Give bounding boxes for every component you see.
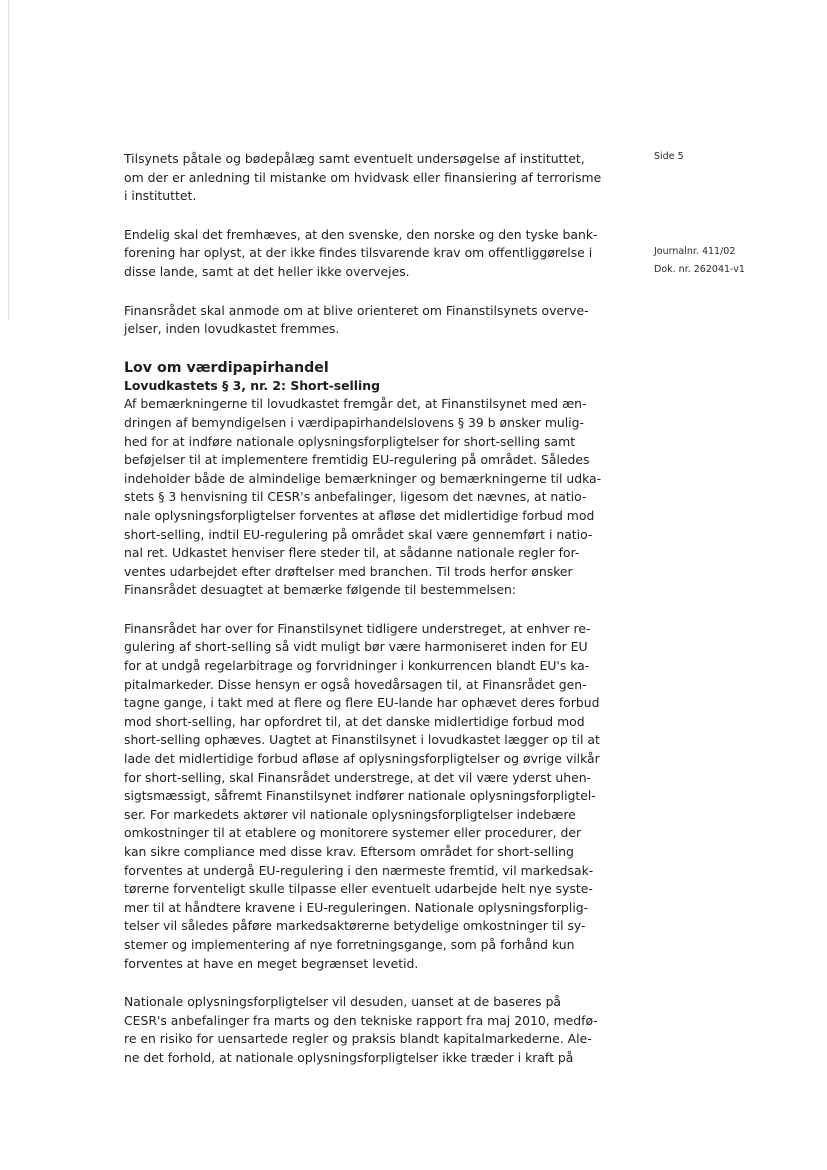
text-line: forventes at have en meget begrænset levetid.	[124, 955, 419, 971]
text-line: forening har oplyst, at der ikke findes tilsvarende krav om offentliggørelse i	[124, 245, 593, 261]
text-line: jelser, inden lovudkastet fremmes.	[124, 321, 340, 337]
text-line: disse lande, samt at det heller ikke overvejes.	[124, 263, 410, 279]
text-line: ne det forhold, at nationale oplysningsforpligtelser ikke træder i kraft på	[124, 1049, 574, 1065]
reference-sidebar	[654, 243, 814, 279]
page-number: Side 5	[654, 151, 684, 162]
text-line: ser. For markedets aktører vil nationale oplysningsforpligtelser indebære	[124, 806, 576, 822]
text-line: tagne gange, i takt med at flere og flere EU-lande har ophævet deres forbud	[124, 695, 600, 711]
paragraph-1	[124, 150, 620, 206]
section-heading: Lov om værdipapirhandel	[124, 359, 329, 376]
text-line: forventes at undergå EU-regulering i den nærmeste fremtid, vil markedsak-	[124, 862, 594, 878]
text-line: for short-selling, skal Finansrådet understrege, at det vil være yderst uhen-	[124, 769, 592, 785]
paragraph-2	[124, 226, 620, 282]
text-line: lade det midlertidige forbud afløse af oplysningsforpligtelser og øvrige vilkår	[124, 751, 600, 767]
text-line: Finansrådet har over for Finanstilsynet tidligere understreget, at enhver re-	[124, 620, 591, 636]
text-line: stemer og implementering af nye forretningsgange, som på forhånd kun	[124, 936, 575, 952]
text-line: short-selling ophæves. Uagtet at Finanstilsynet i lovudkastet lægger op til at	[124, 732, 600, 748]
text-line: hed for at indføre nationale oplysningsforpligtelser for short-selling samt	[124, 433, 576, 449]
document-number: Dok. nr. 262041-v1	[654, 264, 745, 275]
text-line: beføjelser til at implementere fremtidig EU-regulering på området. Således	[124, 452, 590, 468]
text-line: telser vil således påføre markedsaktørerne betydelige omkostninger til sy-	[124, 918, 586, 934]
text-line: gulering af short-selling så vidt muligt bør være harmoniseret inden for EU	[124, 639, 588, 655]
text-line: stets § 3 henvisning til CESR's anbefalinger, ligesom det nævnes, at natio-	[124, 489, 587, 505]
journal-number: Journalnr. 411/02	[654, 246, 736, 257]
paragraph-6	[124, 993, 620, 1067]
text-line: kan sikre compliance med disse krav. Eftersom området for short-selling	[124, 844, 574, 859]
paragraph-5	[124, 620, 620, 973]
text-line: dringen af bemyndigelsen i værdipapirhandelslovens § 39 b ønsker mulig-	[124, 414, 584, 430]
text-line: CESR's anbefalinger fra marts og den tekniske rapport fra maj 2010, medfø-	[124, 1012, 598, 1028]
text-line: tørerne forventeligt skulle tilpasse eller eventuelt udarbejde helt nye syste-	[124, 881, 593, 897]
page-number-sidebar	[654, 148, 814, 166]
document-body	[124, 150, 620, 1088]
text-line: Finansrådet desuagtet at bemærke følgende til bestemmelsen:	[124, 582, 517, 598]
text-line: indeholder både de almindelige bemærkninger og bemærkningerne til udka-	[124, 470, 602, 486]
text-line: Nationale oplysningsforpligtelser vil desuden, uanset at de baseres på	[124, 994, 562, 1010]
text-line: i instituttet.	[124, 188, 197, 204]
text-line: Tilsynets påtale og bødepålæg samt eventuelt undersøgelse af instituttet,	[124, 151, 585, 166]
text-line: nal ret. Udkastet henviser flere steder til, at sådanne nationale regler for-	[124, 545, 580, 561]
paragraph-4	[124, 395, 620, 600]
text-line: re en risiko for uensartede regler og praksis blandt kapitalmarkederne. Ale-	[124, 1031, 592, 1047]
text-line: sigtsmæssigt, såfremt Finanstilsynet indfører nationale oplysningsforpligtel-	[124, 788, 596, 804]
text-line: mod short-selling, har opfordret til, at det danske midlertidige forbud mod	[124, 713, 585, 729]
scan-edge-line	[8, 0, 9, 320]
text-line: omkostninger til at etablere og monitorere systemer eller procedurer, der	[124, 825, 582, 841]
text-line: Af bemærkningerne til lovudkastet fremgår det, at Finanstilsynet med æn-	[124, 396, 587, 412]
text-line: ventes udarbejdet efter drøftelser med branchen. Til trods herfor ønsker	[124, 563, 573, 579]
text-line: short-selling, indtil EU-regulering på området skal være gennemført i natio-	[124, 526, 593, 542]
text-line: om der er anledning til mistanke om hvidvask eller finansiering af terrorisme	[124, 169, 602, 185]
text-line: pitalmarkeder. Disse hensyn er også hovedårsagen til, at Finansrådet gen-	[124, 676, 587, 692]
text-line: Endelig skal det fremhæves, at den svenske, den norske og den tyske bank-	[124, 226, 598, 242]
section-subheading: Lovudkastets § 3, nr. 2: Short-selling	[124, 377, 380, 393]
text-line: mer til at håndtere kravene i EU-reguleringen. Nationale oplysningsforplig-	[124, 899, 589, 915]
paragraph-3	[124, 302, 620, 339]
text-line: Finansrådet skal anmode om at blive orienteret om Finanstilsynets overve-	[124, 302, 589, 318]
text-line: nale oplysningsforpligtelser forventes at afløse det midlertidige forbud mod	[124, 507, 595, 523]
text-line: for at undgå regelarbitrage og forvridninger i konkurrencen blandt EU's ka-	[124, 658, 590, 674]
